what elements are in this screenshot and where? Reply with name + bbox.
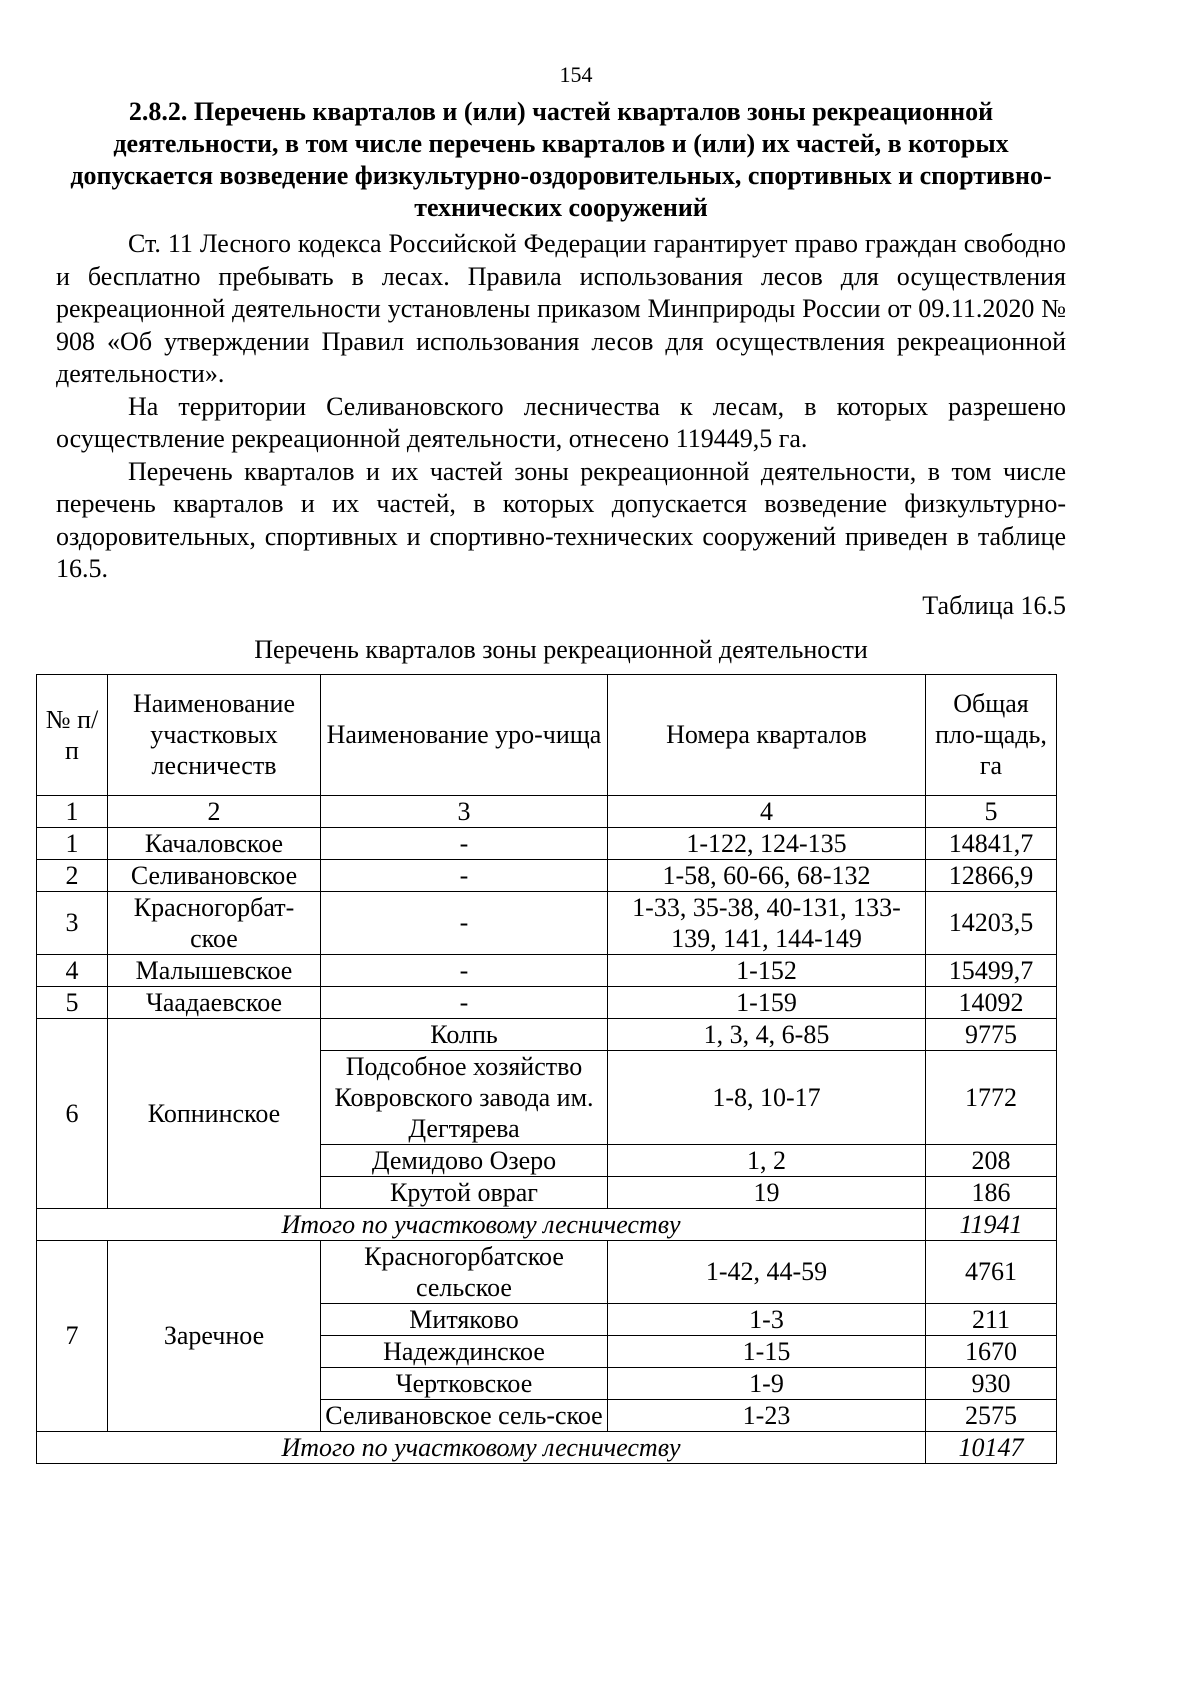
- table-row: [37, 986, 1057, 1018]
- subtotal-label: Итого по участковому лесничеству: [37, 1431, 926, 1463]
- total-area: 14841,7: [926, 827, 1057, 859]
- header-number: № п/п: [37, 674, 108, 795]
- total-area: 1772: [926, 1050, 1057, 1144]
- tract-name: -: [321, 859, 608, 891]
- total-area: 2575: [926, 1399, 1057, 1431]
- column-number: 2: [108, 795, 321, 827]
- table-row: [37, 827, 1057, 859]
- quarter-numbers: 1-42, 44-59: [608, 1240, 926, 1303]
- tract-name: -: [321, 986, 608, 1018]
- paragraph-1: Ст. 11 Лесного кодекса Российской Федерации гарантирует право граждан свободно и бесплатно пребывать в лесах. Правила использования лесов для осуществления рекреационной деятельности установлены приказом Минприроды России от 09.11.2020 № 908 «Об утверждении Правил использования лесов для осуществления рекреационной деятельности».: [56, 229, 1066, 388]
- column-number: 5: [926, 795, 1057, 827]
- table-row: [37, 859, 1057, 891]
- subtotal-value: 11941: [926, 1208, 1057, 1240]
- tract-name: Крутой овраг: [321, 1176, 608, 1208]
- total-area: 15499,7: [926, 954, 1057, 986]
- quarter-numbers: 1, 3, 4, 6-85: [608, 1018, 926, 1050]
- table-row: [37, 891, 1057, 954]
- subtotal-value: 10147: [926, 1431, 1057, 1463]
- quarter-numbers: 1-159: [608, 986, 926, 1018]
- header-area: Общая пло-щадь, га: [926, 674, 1057, 795]
- header-district: Наименование участковых лесничеств: [108, 674, 321, 795]
- column-number: 4: [608, 795, 926, 827]
- tract-name: Красногорбатское сельское: [321, 1240, 608, 1303]
- district-name: Селивановское: [108, 859, 321, 891]
- subtotal-row: [37, 1431, 1057, 1463]
- district-name: Красногорбат-ское: [108, 891, 321, 954]
- quarter-numbers: 1, 2: [608, 1144, 926, 1176]
- table-number: Таблица 16.5: [922, 590, 1066, 620]
- row-number: 3: [37, 891, 108, 954]
- column-number-row: [37, 795, 1057, 827]
- quarter-numbers: 1-15: [608, 1335, 926, 1367]
- tract-name: -: [321, 827, 608, 859]
- row-number: 2: [37, 859, 108, 891]
- table-caption: Перечень кварталов зоны рекреационной деятельности: [254, 634, 868, 664]
- total-area: 930: [926, 1367, 1057, 1399]
- table-row: [37, 1240, 1057, 1303]
- tract-name: Митяково: [321, 1303, 608, 1335]
- district-name: Чаадаевское: [108, 986, 321, 1018]
- total-area: 211: [926, 1303, 1057, 1335]
- district-name: Малышевское: [108, 954, 321, 986]
- subtotal-row: [37, 1208, 1057, 1240]
- total-area: 12866,9: [926, 859, 1057, 891]
- recreation-quarters-table: [36, 674, 1057, 1464]
- tract-name: -: [321, 891, 608, 954]
- tract-name: Колпь: [321, 1018, 608, 1050]
- quarter-numbers: 19: [608, 1176, 926, 1208]
- quarter-numbers: 1-152: [608, 954, 926, 986]
- quarter-numbers: 1-3: [608, 1303, 926, 1335]
- district-name: Заречное: [108, 1240, 321, 1431]
- header-quarters: Номера кварталов: [608, 674, 926, 795]
- total-area: 208: [926, 1144, 1057, 1176]
- table-row: [37, 1018, 1057, 1050]
- total-area: 14203,5: [926, 891, 1057, 954]
- total-area: 186: [926, 1176, 1057, 1208]
- total-area: 14092: [926, 986, 1057, 1018]
- subtotal-label: Итого по участковому лесничеству: [37, 1208, 926, 1240]
- tract-name: Чертковское: [321, 1367, 608, 1399]
- district-name: Копнинское: [108, 1018, 321, 1208]
- quarter-numbers: 1-23: [608, 1399, 926, 1431]
- paragraph-2: На территории Селивановского лесничества к лесам, в которых разрешено осуществление рекреационной деятельности, отнесено 119449,5 га.: [56, 391, 1066, 453]
- tract-name: Подсобное хозяйство Ковровского завода им. Дегтярева: [321, 1050, 608, 1144]
- quarter-numbers: 1-8, 10-17: [608, 1050, 926, 1144]
- tract-name: Селивановское сель-ское: [321, 1399, 608, 1431]
- document-page: [45, 62, 1066, 1464]
- row-number: 4: [37, 954, 108, 986]
- quarter-numbers: 1-122, 124-135: [608, 827, 926, 859]
- quarter-numbers: 1-9: [608, 1367, 926, 1399]
- district-name: Качаловское: [108, 827, 321, 859]
- total-area: 1670: [926, 1335, 1057, 1367]
- quarter-numbers: 1-33, 35-38, 40-131, 133-139, 141, 144-149: [608, 891, 926, 954]
- column-number: 1: [37, 795, 108, 827]
- paragraph-3: Перечень кварталов и их частей зоны рекреационной деятельности, в том числе перечень кварталов и их частей, в которых допускается возведение физкультурно-оздоровительных, спортивных и спортивно-технических сооружений приведен в таблице 16.5.: [56, 456, 1066, 583]
- quarter-numbers: 1-58, 60-66, 68-132: [608, 859, 926, 891]
- table-row: [37, 954, 1057, 986]
- row-number: 7: [37, 1240, 108, 1431]
- total-area: 9775: [926, 1018, 1057, 1050]
- header-tract: Наименование уро-чища: [321, 674, 608, 795]
- tract-name: Надеждинское: [321, 1335, 608, 1367]
- column-number: 3: [321, 795, 608, 827]
- table-header-row: [37, 674, 1057, 795]
- tract-name: -: [321, 954, 608, 986]
- page-number: 154: [559, 62, 593, 87]
- row-number: 5: [37, 986, 108, 1018]
- row-number: 6: [37, 1018, 108, 1208]
- tract-name: Демидово Озеро: [321, 1144, 608, 1176]
- total-area: 4761: [926, 1240, 1057, 1303]
- row-number: 1: [37, 827, 108, 859]
- section-heading: 2.8.2. Перечень кварталов и (или) частей кварталов зоны рекреационной деятельности, в том числе перечень кварталов и (или) их частей, в которых допускается возведение физкультурно-оздоровительных, спортивных и спортивно-технических сооружений: [70, 97, 1052, 222]
